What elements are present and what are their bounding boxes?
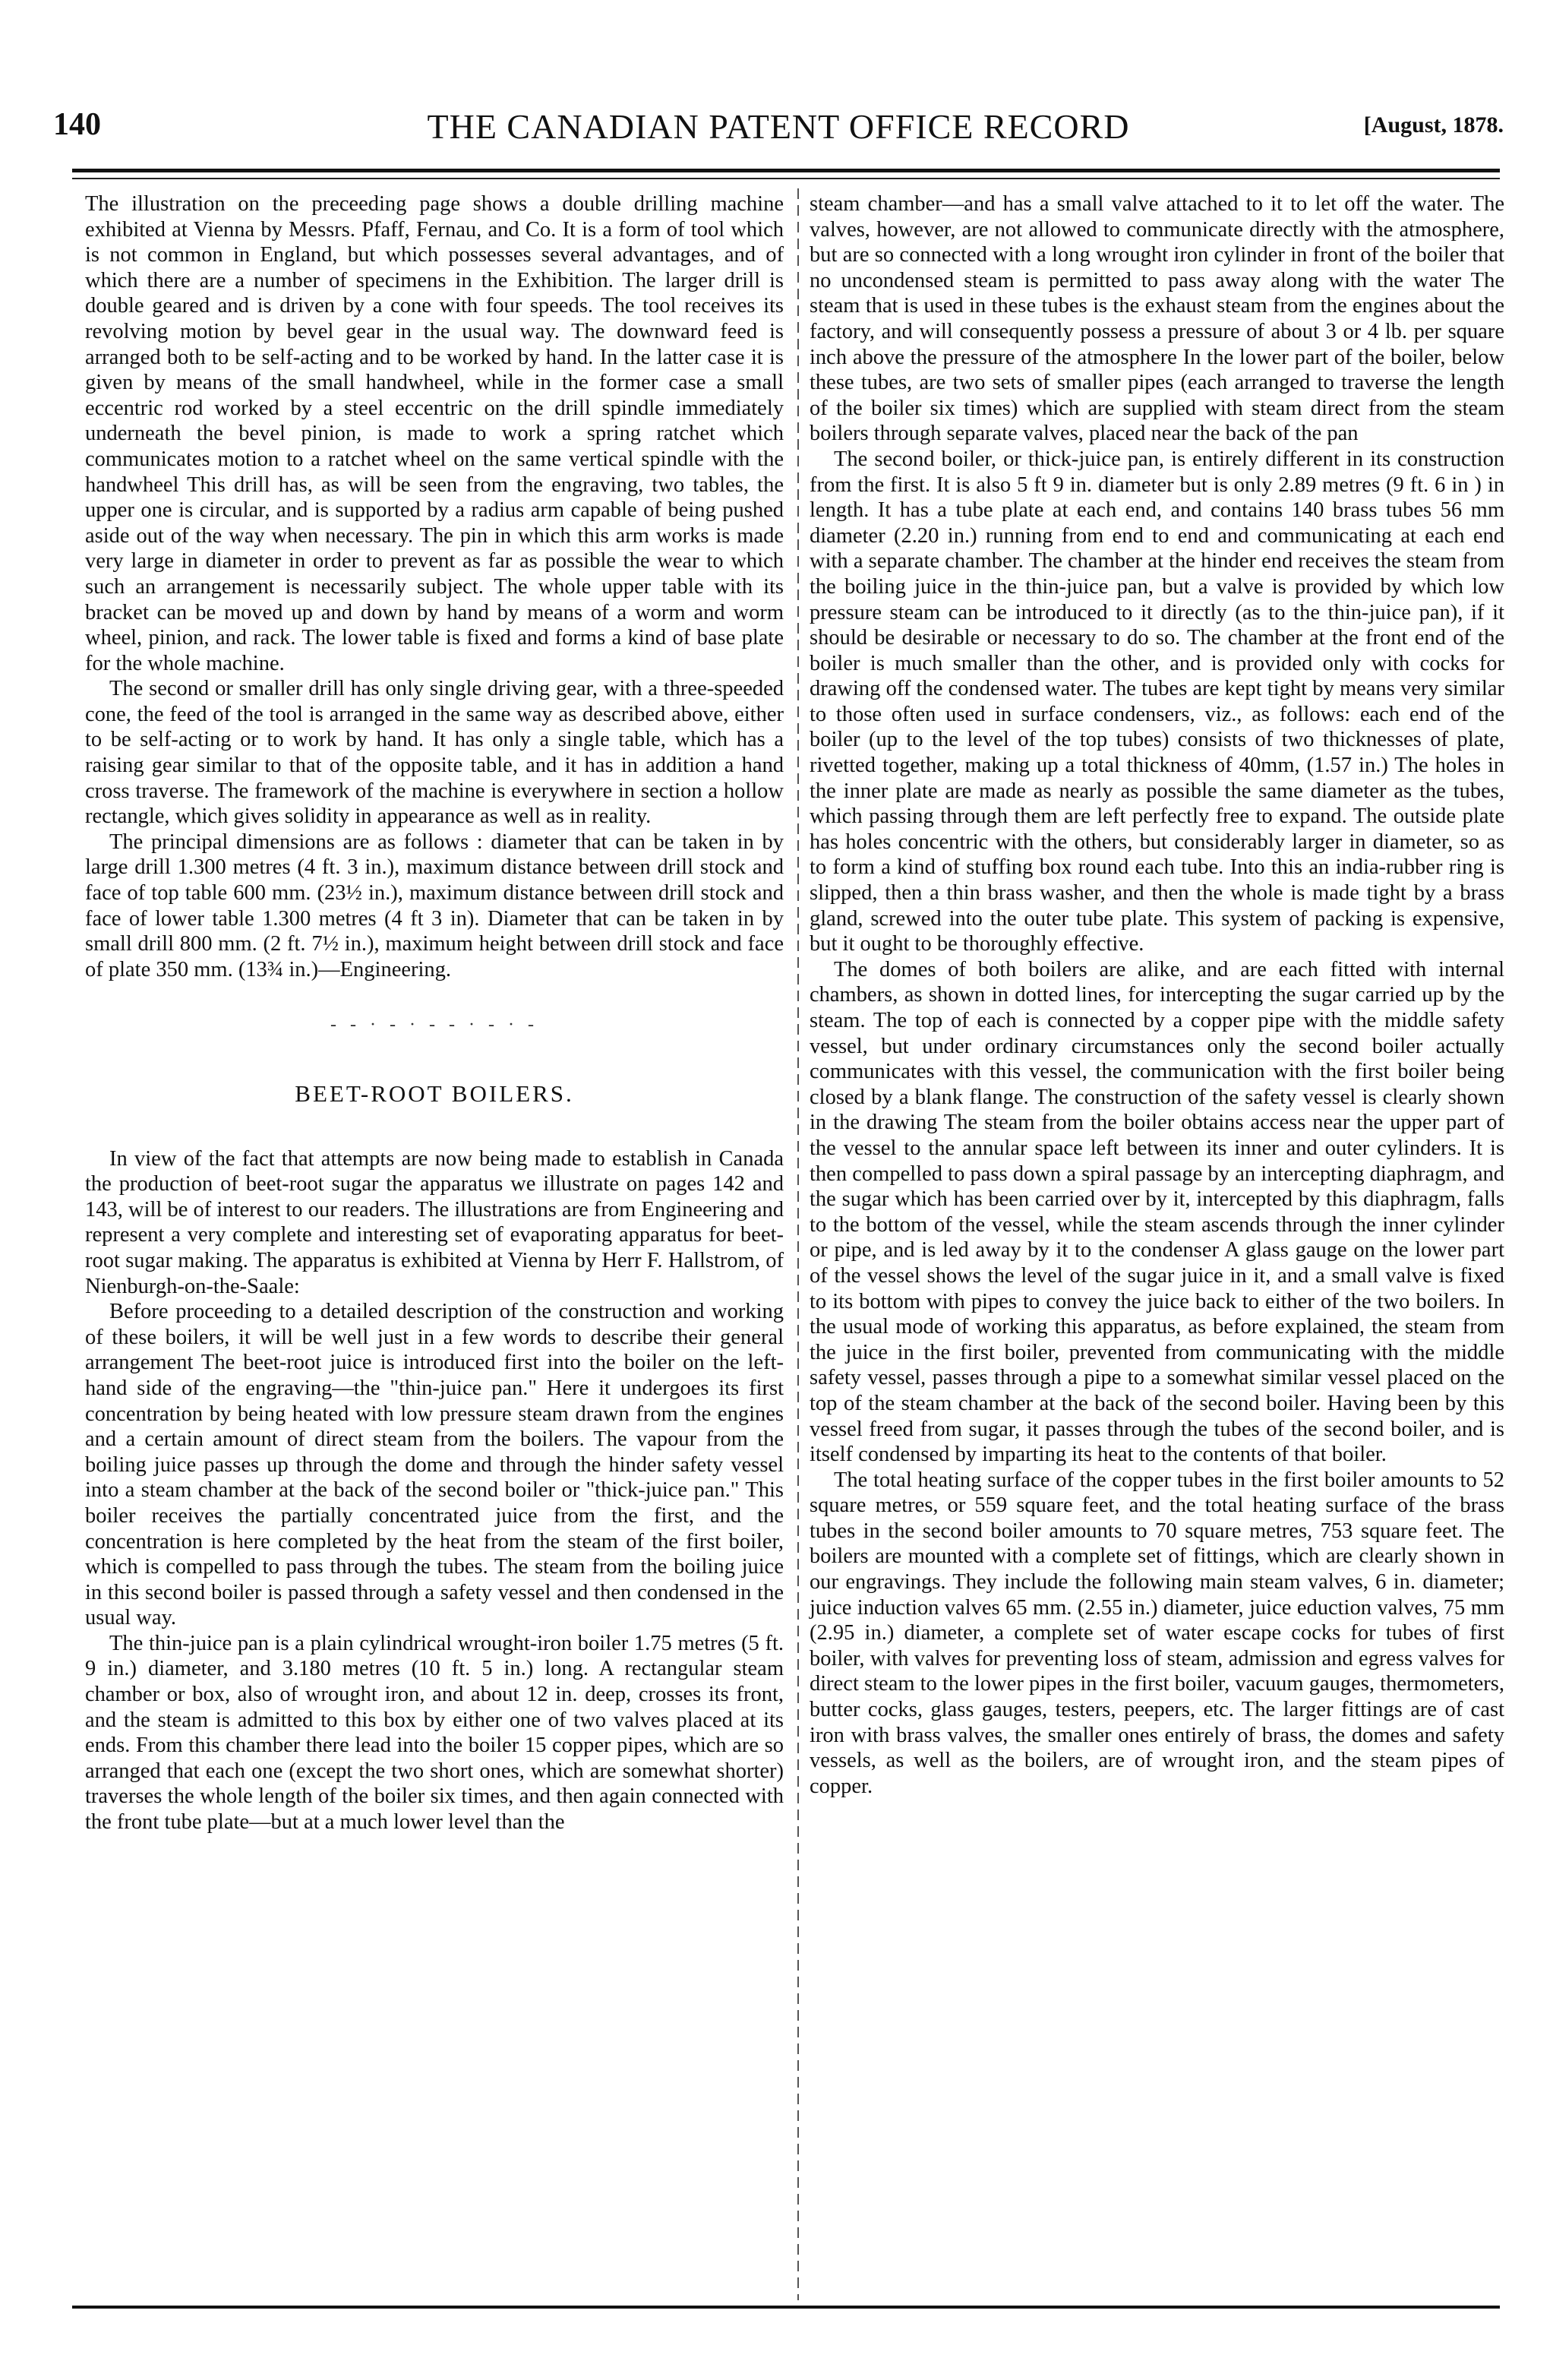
header-rule-thick <box>72 169 1500 172</box>
beet-paragraph-1: In view of the fact that attempts are now being made to establish in Canada the production of beet-root sugar the apparatus we illustrate on pages 142 and 143, will be of interest to our readers. The illustrations are from Engineering and represent a very complete and interesting set of evaporating apparatus for beet-root sugar making. The apparatus is exhibited at Vienna by Herr F. Hallstrom, of Nienburgh-on-the-Saale: <box>85 1146 784 1298</box>
drill-paragraph-3: The principal dimensions are as follows : diameter that can be taken in by large drill 1.300 metres (4 ft. 3 in.), maximum distance between drill stock and face of top table 600 mm. (23½ in.), maximum distance between drill stock and face of lower table 1.300 metres (4 ft 3 in). Diameter that can be taken in by small drill 800 mm. (2 ft. 7½ in.), maximum height between drill stock and face of plate 350 mm. (13¾ in.)—Engineering. <box>85 830 784 981</box>
right-paragraph-1: steam chamber—and has a small valve attached to it to let off the water. The valves, however, are not allowed to communicate directly with the atmosphere, but are so connected with a long wrought iron cylinder in front of the boiler that no uncondensed steam is permitted to pass away along with the water The steam that is used in these tubes is the exhaust steam from the engines about the factory, and will consequently possess a pressure of about 3 or 4 lb. per square inch above the pressure of the atmosphere In the lower part of the boiler, below these tubes, are two sets of smaller pipes (each arranged to traverse the length of the boiler six times) which are supplied with steam direct from the steam boilers through separate valves, placed near the back of the pan <box>810 192 1504 446</box>
beet-paragraph-2: Before proceeding to a detailed description of the construction and working of these boilers, it will be well just in a few words to describe their general arrangement The beet-root juice is introduced first into the boiler on the left-hand side of the engraving—the "thin-juice pan." Here it undergoes its first concentration by being heated with low pressure steam drawn from the engines and a certain amount of direct steam from the boilers. The vapour from the boiling juice passes up through the dome and through the hinder safety vessel into a steam chamber at the back of the second boiler or "thick-juice pan." This boiler receives the partially concentrated juice from the first, and the concentration is here completed by the heat from the steam of the first boiler, which is compelled to pass through the tubes. The steam from the boiling juice in this second boiler is passed through a safety vessel and then condensed in the usual way. <box>85 1300 784 1630</box>
beet-paragraph-3: The thin-juice pan is a plain cylindrical wrought-iron boiler 1.75 metres (5 ft. 9 in.) diameter, and 3.180 metres (10 ft. 5 in.) long. A rectangular steam chamber or box, also of wrought iron, and about 12 in. deep, crosses its front, and the steam is admitted to this box by either one of two valves placed at its ends. From this chamber there lead into the boiler 15 copper pipes, which are so arranged that each one (except the two short ones, which are somewhat shorter) traverses the whole length of the boiler six times, and then again connected with the front tube plate—but at a much lower level than the <box>85 1631 784 1835</box>
right-paragraph-4: The total heating surface of the copper tubes in the first boiler amounts to 52 square metres, or 559 square feet, and the total heating surface of the brass tubes in the second boiler amounts to 70 square metres, 753 square feet. The boilers are mounted with a complete set of fittings, which are clearly shown in our engravings. They include the following main steam valves, 6 in. diameter; juice induction valves 65 mm. (2.55 in.) diameter, juice eduction valves, 75 mm (2.95 in.) diameter, a complete set of water escape cocks for tubes of first boiler, with valves for preventing loss of steam, admission and egress valves for direct steam to the lower pipes in the first boiler, vacuum gauges, thermometers, butter cocks, glass gauges, testers, peepers, etc. The larger fittings are of cast iron with brass valves, the smaller ones entirely of brass, the domes and safety vessels, as well as the boilers, are of wrought iron, and the steam pipes of copper. <box>810 1468 1504 1798</box>
journal-title: THE CANADIAN PATENT OFFICE RECORD <box>427 107 1130 146</box>
right-column <box>810 191 1504 1799</box>
drill-paragraph-2: The second or smaller drill has only single driving gear, with a three-speeded cone, the feed of the tool is arranged in the same way as described above, either to be self-acting or to work by hand. It has only a single table, which has a raising gear similar to that of the opposite table, and it has in addition a hand cross traverse. The framework of the machine is everywhere in section a hollow rectangle, which gives solidity in appearance as well as in reality. <box>85 677 784 829</box>
drill-paragraph-1: The illustration on the preceeding page shows a double drilling machine exhibited at Vienna by Messrs. Pfaff, Fernau, and Co. It is a form of tool which is not common in England, but which possesses several advantages, and of which there are a number of specimens in the Exhibition. The larger drill is double geared and is driven by a cone with four speeds. The tool receives its revolving motion by bevel gear in the usual way. The downward feed is arranged both to be self-acting and to be worked by hand. In the latter case it is given by means of the small handwheel, while in the former case a small eccentric rod worked by a steel eccentric on the drill spindle immediately underneath the bevel pinion, is made to work a spring ratchet which communicates motion to a ratchet wheel on the same vertical spindle with the handwheel This drill has, as will be seen from the engraving, two tables, the upper one is circular, and is supported by a radius arm capable of being pushed aside out of the way when necessary. The pin in which this arm works is made very large in diameter in order to prevent as far as possible the wear to which such an arrangement is necessarily subject. The whole upper table with its bracket can be moved up and down by hand by means of a worm and worm wheel, pinion, and rack. The lower table is fixed and forms a kind of base plate for the whole machine. <box>85 192 784 675</box>
issue-date: [August, 1878. <box>1363 112 1504 137</box>
section-ornament: - - · - · - - · - · - <box>330 1015 538 1035</box>
left-column <box>85 191 784 1835</box>
page-number: 140 <box>53 107 101 142</box>
page-header <box>53 106 1504 160</box>
header-rule-thin <box>72 178 1500 179</box>
right-paragraph-3: The domes of both boilers are alike, and are each fitted with internal chambers, as shown in dotted lines, for intercepting the sugar carried up by the steam. The top of each is connected by a copper pipe with the middle safety vessel, but under ordinary circumstances only the second boiler actually communicates with this vessel, the communication with the first boiler being closed by a blank flange. The construction of the safety vessel is clearly shown in the drawing The steam from the boiler obtains access near the upper part of the vessel to the annular space left between its inner and outer cylinders. It is then compelled to pass down a spiral passage by an intercepting diaphragm, and the sugar which has been carried over by it, intercepted by this diaphragm, falls to the bottom of the vessel, while the steam ascends through the inner cylinder or pipe, and is led away by it to the condenser A glass gauge on the lower part of the vessel shows the level of the sugar juice in it, and a small valve is fixed to its bottom with pipes to convey the juice back to either of the two boilers. In the usual mode of working this apparatus, as before explained, the steam from the juice in the first boiler, prevented from communicating with the middle safety vessel, passes through a pipe to a somewhat similar vessel placed on the top of the steam chamber at the back of the second boiler. Having been by this vessel freed from sugar, it passes through the tubes of the second boiler, and is itself condensed by imparting its heat to the contents of that boiler. <box>810 957 1504 1467</box>
column-divider <box>797 188 799 2300</box>
right-paragraph-2: The second boiler, or thick-juice pan, is entirely different in its construction from the first. It is also 5 ft 9 in. diameter but is only 2.89 metres (9 ft. 6 in ) in length. It has a tube plate at each end, and contains 140 brass tubes 56 mm diameter (2.20 in.) running from end to end and communicating at each end with a separate chamber. The chamber at the hinder end receives the steam from the boiling juice in the thin-juice pan, but a valve is provided by which low pressure steam can be introduced to it directly (as to the thin-juice pan), if it should be desirable or necessary to do so. The chamber at the front end of the boiler is much smaller than the other, and is provided only with cocks for drawing off the condensed water. The tubes are kept tight by means very similar to those often used in surface condensers, viz., as follows: each end of the boiler (up to the level of the top tubes) consists of two thicknesses of plate, rivetted together, making up a total thickness of 40mm, (1.57 in.) The holes in the inner plate are made as nearly as possible the same diameter as the tubes, which passing through them are left perfectly free to expand. The outside plate has holes concentric with the others, but considerably larger in diameter, so as to form a kind of stuffing box round each tube. Into this an india-rubber ring is slipped, then a thin brass washer, and then the whole is made tight by a brass gland, screwed into the outer tube plate. This system of packing is expensive, but it ought to be thoroughly effective. <box>810 447 1504 956</box>
beet-root-boilers-title: BEET-ROOT BOILERS. <box>295 1080 574 1107</box>
footer-rule <box>72 2306 1500 2309</box>
